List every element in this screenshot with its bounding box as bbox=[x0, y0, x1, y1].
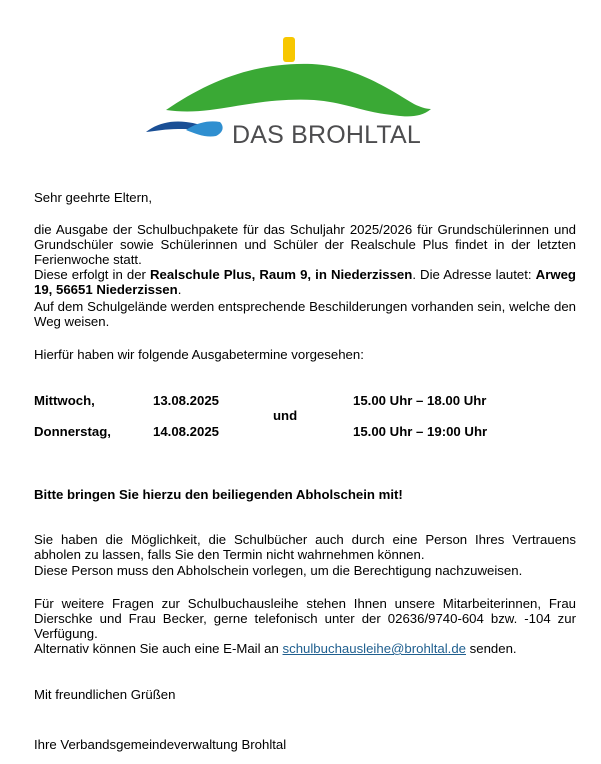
logo-green-hill bbox=[166, 64, 431, 117]
signature: Ihre Verbandsgemeindeverwaltung Brohltal bbox=[34, 737, 287, 752]
appointment-2-date: 14.08.2025 bbox=[153, 424, 220, 439]
intro-paragraph: die Ausgabe der Schulbuchpakete für das Schuljahr 2025/2026 für Grundschülerinnen und Grundschüler sowie Schülerinnen und Schüler der Realschule Plus findet in der letzten Ferienwoche statt. bbox=[34, 222, 576, 267]
appointment-1-date: 13.08.2025 bbox=[153, 393, 220, 408]
email-paragraph: Alternativ können Sie auch eine E-Mail an schulbuchausleihe@brohltal.de senden. bbox=[34, 641, 517, 656]
location-paragraph: Diese erfolgt in der Realschule Plus, Raum 9, in Niederzissen. Die Adresse lautet: Arweg 19, 56651 Niederzissen. bbox=[34, 267, 576, 297]
appointment-1-time: 15.00 Uhr – 18.00 Uhr bbox=[353, 393, 487, 408]
appointment-connector: und bbox=[273, 408, 298, 423]
email-link[interactable]: schulbuchausleihe@brohltal.de bbox=[282, 641, 466, 656]
logo-yellow-bar bbox=[283, 37, 295, 62]
contact-paragraph: Für weitere Fragen zur Schulbuchausleihe stehen Ihnen unsere Mitarbeiterinnen, Frau Dierschke und Frau Becker, gerne telefonisch unter der 02636/9740-604 bzw. -104 zur Verfügung. bbox=[34, 596, 576, 641]
location-place: Realschule Plus, Raum 9, in Niederzissen bbox=[150, 267, 413, 282]
signage-paragraph: Auf dem Schulgelände werden entsprechende Beschilderungen vorhanden sein, welche den Weg weisen. bbox=[34, 299, 576, 329]
proxy-requirement: Diese Person muss den Abholschein vorlegen, um die Berechtigung nachzuweisen. bbox=[34, 563, 523, 578]
appointment-2-day: Donnerstag, bbox=[34, 424, 111, 439]
dates-intro: Hierfür haben wir folgende Ausgabetermine vorgesehen: bbox=[34, 347, 364, 362]
appointment-1-day: Mittwoch, bbox=[34, 393, 95, 408]
salutation: Sehr geehrte Eltern, bbox=[34, 190, 153, 205]
appointment-2-time: 15.00 Uhr – 19:00 Uhr bbox=[353, 424, 488, 439]
proxy-paragraph: Sie haben die Möglichkeit, die Schulbücher auch durch eine Person Ihres Vertrauens abholen zu lassen, falls Sie den Termin nicht wahrnehmen können. bbox=[34, 532, 576, 562]
bring-note: Bitte bringen Sie hierzu den beiliegenden Abholschein mit! bbox=[34, 487, 403, 502]
location-address: Arweg 19, 56651 Niederzissen bbox=[34, 267, 576, 297]
closing: Mit freundlichen Grüßen bbox=[34, 687, 176, 702]
logo-text: DAS BROHLTAL bbox=[232, 121, 422, 149]
